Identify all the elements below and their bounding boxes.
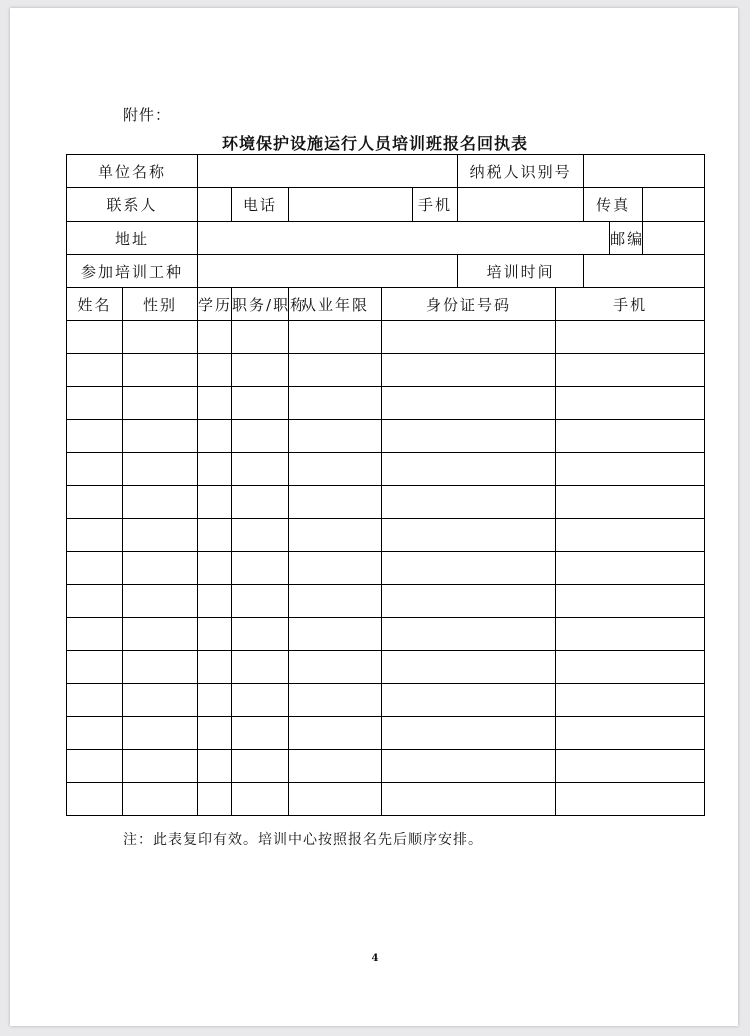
cell-gender[interactable] (123, 585, 198, 618)
table-row (67, 486, 705, 519)
postcode-field[interactable] (643, 222, 705, 255)
cell-years[interactable] (289, 750, 382, 783)
table-row (67, 717, 705, 750)
cell-gender[interactable] (123, 552, 198, 585)
cell-years[interactable] (289, 321, 382, 354)
cell-mobile[interactable] (556, 420, 705, 453)
cell-position[interactable] (232, 684, 289, 717)
registration-form-table (66, 154, 705, 816)
cell-gender[interactable] (123, 420, 198, 453)
training-row (67, 255, 705, 288)
table-row (67, 453, 705, 486)
training-time-label: 培训时间 (458, 255, 584, 288)
phone-field[interactable] (289, 188, 413, 222)
cell-id-number[interactable] (382, 783, 556, 816)
cell-id-number[interactable] (382, 387, 556, 420)
cell-position[interactable] (232, 552, 289, 585)
table-row (67, 750, 705, 783)
taxpayer-id-label: 纳税人识别号 (458, 155, 584, 188)
cell-position[interactable] (232, 783, 289, 816)
cell-gender[interactable] (123, 486, 198, 519)
training-trade-label: 参加培训工种 (67, 255, 198, 288)
cell-gender[interactable] (123, 519, 198, 552)
cell-years[interactable] (289, 783, 382, 816)
cell-mobile[interactable] (556, 585, 705, 618)
address-row (67, 222, 705, 255)
col-header-mobile: 手机 (556, 288, 705, 321)
col-header-education: 学历 (198, 288, 232, 321)
cell-position[interactable] (232, 750, 289, 783)
mobile-field[interactable] (458, 188, 584, 222)
cell-gender[interactable] (123, 651, 198, 684)
table-row (67, 684, 705, 717)
cell-id-number[interactable] (382, 750, 556, 783)
cell-position[interactable] (232, 387, 289, 420)
cell-years[interactable] (289, 453, 382, 486)
cell-id-number[interactable] (382, 684, 556, 717)
cell-id-number[interactable] (382, 519, 556, 552)
contact-field[interactable] (198, 188, 232, 222)
cell-years[interactable] (289, 354, 382, 387)
cell-mobile[interactable] (556, 684, 705, 717)
cell-position[interactable] (232, 354, 289, 387)
cell-mobile[interactable] (556, 453, 705, 486)
cell-education[interactable] (198, 783, 232, 816)
cell-gender[interactable] (123, 387, 198, 420)
cell-mobile[interactable] (556, 618, 705, 651)
cell-years[interactable] (289, 519, 382, 552)
cell-years[interactable] (289, 486, 382, 519)
cell-position[interactable] (232, 321, 289, 354)
col-header-position: 职务/职称 (232, 288, 289, 321)
cell-id-number[interactable] (382, 651, 556, 684)
address-field[interactable] (198, 222, 610, 255)
cell-id-number[interactable] (382, 420, 556, 453)
cell-education[interactable] (198, 651, 232, 684)
cell-name[interactable] (67, 684, 123, 717)
page-number: 4 (371, 953, 379, 964)
cell-years[interactable] (289, 618, 382, 651)
cell-education[interactable] (198, 486, 232, 519)
cell-name[interactable] (67, 585, 123, 618)
table-row (67, 519, 705, 552)
table-row (67, 651, 705, 684)
cell-position[interactable] (232, 618, 289, 651)
cell-education[interactable] (198, 618, 232, 651)
cell-id-number[interactable] (382, 585, 556, 618)
cell-education[interactable] (198, 420, 232, 453)
cell-mobile[interactable] (556, 519, 705, 552)
cell-id-number[interactable] (382, 486, 556, 519)
cell-position[interactable] (232, 651, 289, 684)
table-row (67, 354, 705, 387)
cell-education[interactable] (198, 750, 232, 783)
cell-position[interactable] (232, 486, 289, 519)
fax-field[interactable] (643, 188, 705, 222)
cell-gender[interactable] (123, 321, 198, 354)
cell-years[interactable] (289, 684, 382, 717)
cell-name[interactable] (67, 750, 123, 783)
cell-name[interactable] (67, 618, 123, 651)
cell-gender[interactable] (123, 684, 198, 717)
fax-label: 传真 (584, 188, 643, 222)
cell-id-number[interactable] (382, 354, 556, 387)
cell-education[interactable] (198, 387, 232, 420)
table-row (67, 321, 705, 354)
cell-years[interactable] (289, 717, 382, 750)
cell-education[interactable] (198, 585, 232, 618)
col-header-name: 姓名 (67, 288, 123, 321)
training-time-field[interactable] (584, 255, 705, 288)
cell-name[interactable] (67, 519, 123, 552)
cell-gender[interactable] (123, 618, 198, 651)
cell-education[interactable] (198, 684, 232, 717)
cell-education[interactable] (198, 717, 232, 750)
cell-education[interactable] (198, 519, 232, 552)
table-row (67, 783, 705, 816)
attachment-label: 附件： (123, 106, 172, 124)
cell-education[interactable] (198, 321, 232, 354)
postcode-label: 邮编 (610, 222, 643, 255)
cell-mobile[interactable] (556, 717, 705, 750)
cell-name[interactable] (67, 552, 123, 585)
cell-position[interactable] (232, 585, 289, 618)
training-trade-field[interactable] (198, 255, 458, 288)
table-row (67, 585, 705, 618)
cell-name[interactable] (67, 651, 123, 684)
mobile-label: 手机 (413, 188, 458, 222)
cell-id-number[interactable] (382, 321, 556, 354)
cell-name[interactable] (67, 420, 123, 453)
unit-name-label: 单位名称 (67, 155, 198, 188)
cell-name[interactable] (67, 354, 123, 387)
unit-name-field[interactable] (198, 155, 458, 188)
cell-position[interactable] (232, 717, 289, 750)
cell-mobile[interactable] (556, 321, 705, 354)
cell-position[interactable] (232, 453, 289, 486)
cell-position[interactable] (232, 519, 289, 552)
footnote: 注：此表复印有效。培训中心按照报名先后顺序安排。 (123, 832, 483, 848)
column-header-row (67, 288, 705, 321)
cell-name[interactable] (67, 387, 123, 420)
cell-name[interactable] (67, 717, 123, 750)
unit-row (67, 155, 705, 188)
cell-years[interactable] (289, 420, 382, 453)
cell-mobile[interactable] (556, 651, 705, 684)
cell-name[interactable] (67, 486, 123, 519)
cell-mobile[interactable] (556, 354, 705, 387)
cell-id-number[interactable] (382, 453, 556, 486)
taxpayer-id-field[interactable] (584, 155, 705, 188)
table-row (67, 618, 705, 651)
address-label: 地址 (67, 222, 198, 255)
cell-id-number[interactable] (382, 717, 556, 750)
cell-mobile[interactable] (556, 750, 705, 783)
cell-position[interactable] (232, 420, 289, 453)
cell-education[interactable] (198, 354, 232, 387)
cell-years[interactable] (289, 585, 382, 618)
cell-gender[interactable] (123, 717, 198, 750)
table-row (67, 387, 705, 420)
contact-row (67, 188, 705, 222)
cell-gender[interactable] (123, 453, 198, 486)
col-header-gender: 性别 (123, 288, 198, 321)
table-row (67, 552, 705, 585)
cell-name[interactable] (67, 783, 123, 816)
cell-education[interactable] (198, 552, 232, 585)
cell-education[interactable] (198, 453, 232, 486)
cell-id-number[interactable] (382, 552, 556, 585)
cell-name[interactable] (67, 321, 123, 354)
cell-gender[interactable] (123, 750, 198, 783)
cell-mobile[interactable] (556, 486, 705, 519)
cell-mobile[interactable] (556, 783, 705, 816)
col-header-years: 从业年限 (289, 288, 382, 321)
cell-years[interactable] (289, 552, 382, 585)
cell-years[interactable] (289, 651, 382, 684)
table-row (67, 420, 705, 453)
cell-id-number[interactable] (382, 618, 556, 651)
form-title: 环境保护设施运行人员培训班报名回执表 (221, 134, 528, 153)
cell-name[interactable] (67, 453, 123, 486)
contact-label: 联系人 (67, 188, 198, 222)
cell-years[interactable] (289, 387, 382, 420)
cell-mobile[interactable] (556, 552, 705, 585)
phone-label: 电话 (232, 188, 289, 222)
cell-gender[interactable] (123, 783, 198, 816)
col-header-id-number: 身份证号码 (382, 288, 556, 321)
cell-gender[interactable] (123, 354, 198, 387)
cell-mobile[interactable] (556, 387, 705, 420)
